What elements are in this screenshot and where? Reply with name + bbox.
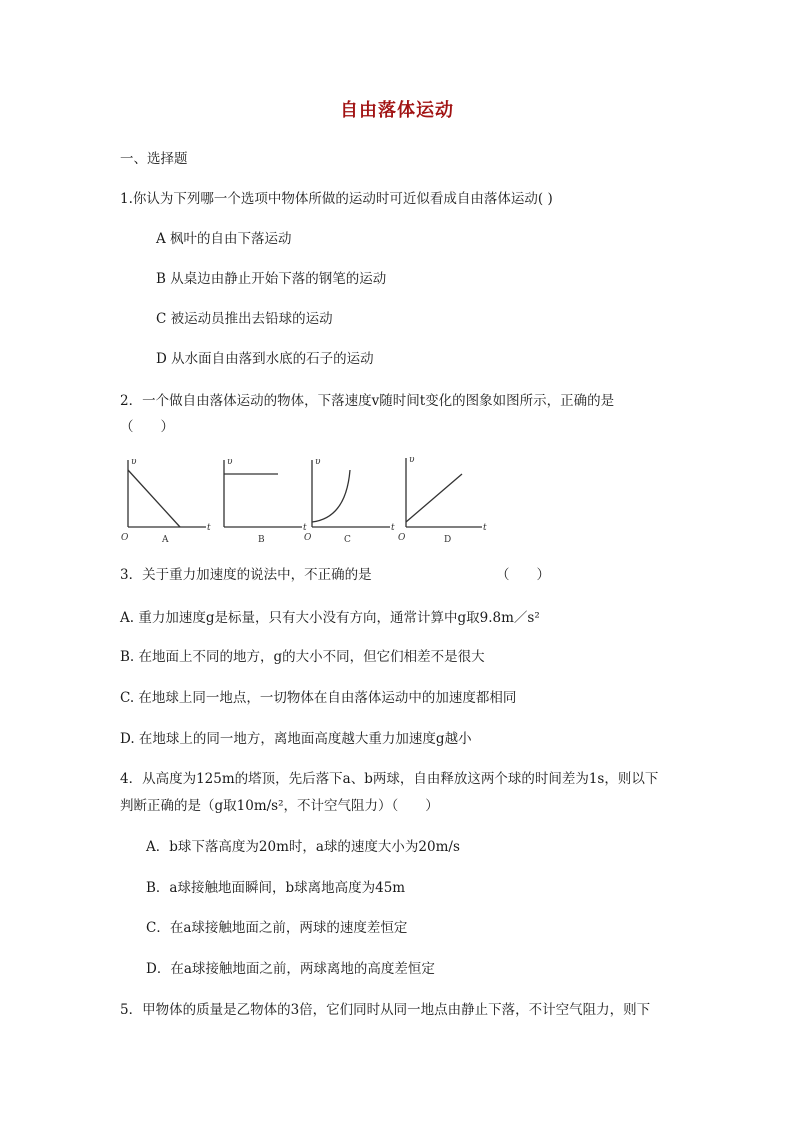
q2-stem-line2: （ ） [120, 419, 174, 435]
graph-c [312, 460, 390, 527]
q1-stem: 1.你认为下列哪一个选项中物体所做的运动时可近似看成自由落体运动( ) [120, 191, 553, 207]
graph-c-t-label: t [391, 523, 395, 533]
graph-b-label: B [258, 535, 265, 545]
q3-option-c: C. 在地球上同一地点，一切物体在自由落体运动中的加速度都相同 [120, 690, 517, 706]
vt-graphs [118, 452, 498, 548]
q3-option-b: B. 在地面上不同的地方，g的大小不同，但它们相差不是很大 [120, 649, 485, 665]
q4-option-a: A．b球下落高度为20m时，a球的速度大小为20m/s [146, 839, 460, 855]
graph-a-label: A [162, 535, 169, 545]
q1-option-a: A 枫叶的自由下落运动 [156, 231, 292, 247]
q2-figure [118, 452, 498, 548]
q2-stem-line1: 2．一个做自由落体运动的物体，下落速度v随时间t变化的图象如图所示，正确的是 [120, 393, 615, 409]
graph-a-v-label: υ [131, 457, 137, 467]
q4-stem-line2: 判断正确的是（g取10m/s²，不计空气阻力）（ ） [120, 798, 439, 814]
q4-option-d: D．在a球接触地面之前，两球离地的高度差恒定 [146, 961, 435, 977]
graph-d-label: D [444, 535, 452, 545]
graph-b [224, 460, 302, 527]
graph-c-label: C [344, 535, 351, 545]
graph-a-origin: O [121, 533, 129, 543]
q4-stem-line1: 4．从高度为125m的塔顶，先后落下a、b两球，自由释放这两个球的时间差为1s，则以下 [120, 771, 659, 787]
q4-option-c: C．在a球接触地面之前，两球的速度差恒定 [146, 920, 408, 936]
graph-d-curve [406, 474, 462, 522]
q3-stem: 3．关于重力加速度的说法中，不正确的是 [120, 567, 372, 583]
graph-b-t-label: t [303, 523, 307, 533]
graph-d [406, 458, 482, 527]
q3-answer-bracket: （ ） [496, 567, 550, 583]
graph-b-v-label: υ [227, 457, 233, 467]
graph-c-curve [312, 470, 350, 522]
graph-c-origin: O [304, 533, 312, 543]
q1-option-b: B 从桌边由静止开始下落的钢笔的运动 [156, 271, 387, 287]
section-heading: 一、选择题 [120, 151, 188, 167]
q4-option-b: B．a球接触地面瞬间，b球离地高度为45m [146, 880, 406, 896]
graph-d-t-label: t [483, 523, 487, 533]
graph-c-v-label: υ [315, 457, 321, 467]
graph-d-origin: O [398, 533, 406, 543]
graph-d-v-label: υ [409, 455, 415, 465]
q1-option-c: C 被运动员推出去铅球的运动 [156, 311, 333, 327]
graph-a-t-label: t [207, 523, 211, 533]
q1-option-d: D 从水面自由落到水底的石子的运动 [156, 351, 374, 367]
graph-a [128, 460, 206, 527]
graph-a-curve [128, 470, 180, 527]
q5-stem-line1: 5．甲物体的质量是乙物体的3倍，它们同时从同一地点由静止下落，不计空气阻力，则下 [120, 1002, 651, 1018]
q3-option-a: A. 重力加速度g是标量，只有大小没有方向，通常计算中g取9.8m／s² [120, 610, 540, 626]
page-title: 自由落体运动 [340, 100, 454, 121]
q3-option-d: D. 在地球上的同一地方，离地面高度越大重力加速度g越小 [120, 731, 472, 747]
